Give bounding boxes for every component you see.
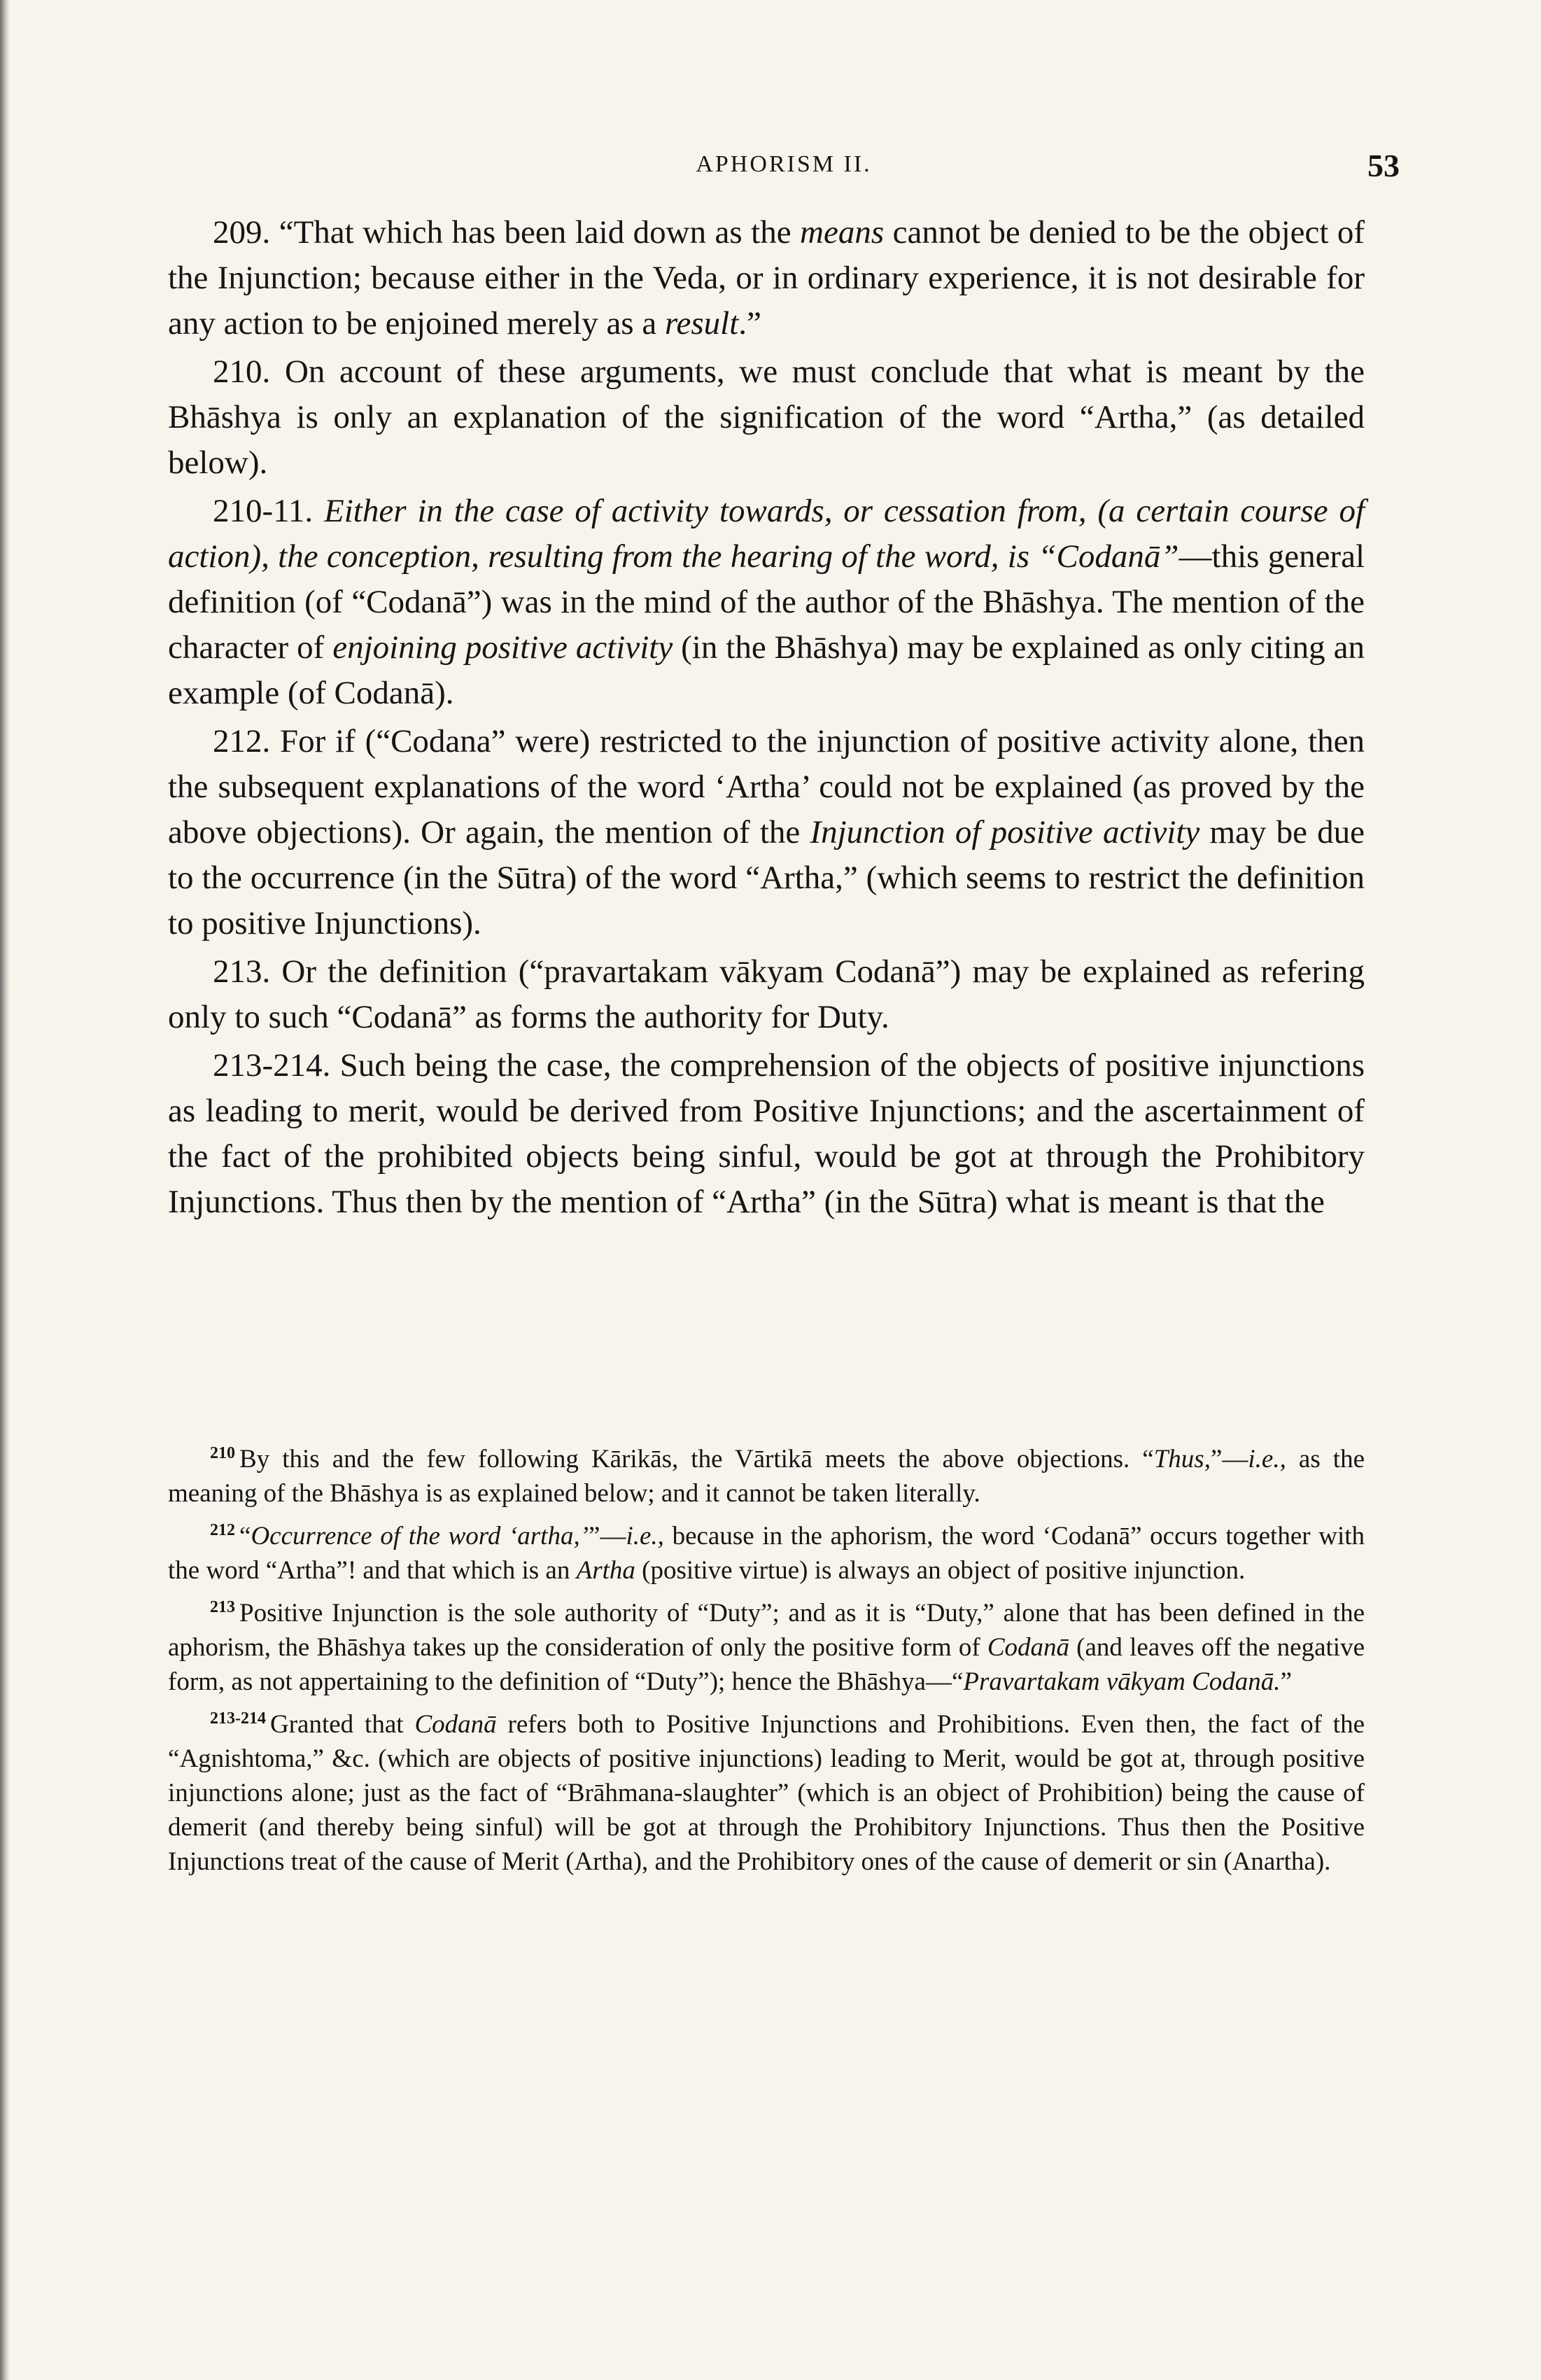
running-head: APHORISM II. [696,151,872,177]
footnote-text-italic: Pravartakam vākyam Codanā. [963,1667,1281,1696]
para-number: 213-214. [213,1047,331,1084]
footnote-210 [168,1442,1365,1511]
para-text: may be due to the occurrence (in the Sūtra) of the word “Artha,” (which seems to restrict the definition to positive Injunctions). [168,814,1365,941]
footnote-text: “ [239,1522,251,1550]
para-text: “That which has been laid down as the [279,214,801,251]
paragraph-210-11 [168,489,1365,716]
footnote-text: Granted that [270,1710,415,1739]
para-text-italic: Either in the case of activity towards, or cessation from, (a certain course of action), the conception, resulting from the hearing of the word, is “Codanā” [168,493,1365,575]
main-text [168,210,1365,1225]
paragraph-210 [168,349,1365,486]
footnote-text: (positive virtue) is always an object of positive injunction. [635,1556,1246,1585]
paragraph-213 [168,949,1365,1040]
footnote-212 [168,1519,1365,1588]
para-number: 212. [213,723,271,760]
footnote-213 [168,1596,1365,1699]
para-number: 210-11. [213,493,314,529]
footnote-text-italic: Occurrence of the word ‘artha,’ [251,1522,589,1550]
footnote-text-italic: Artha [576,1556,635,1585]
footnote-text-italic: i.e., [626,1522,664,1550]
footnote-text-italic: i.e., [1248,1445,1286,1474]
footnote-text: ” [1280,1667,1292,1696]
para-number: 213. [213,953,271,990]
para-text: For if (“Codana” were) restricted to the injunction of positive activity alone, then the subsequent explanations of the word ‘Artha’ could not be explained (as proved by the above objections). Or again, the mention of the [168,723,1365,850]
para-text: Or the definition (“pravartakam vākyam Codanā”) may be explained as refering only to such “Codanā” as forms the authority for Duty. [168,953,1365,1035]
footnote-text: By this and the few following Kārikās, the Vārtikā meets the above objections. “ [239,1445,1154,1474]
footnote-text: ”— [1210,1445,1248,1474]
para-number: 210. [213,354,271,390]
para-text-italic: means [800,214,885,251]
page-header [168,147,1400,189]
footnote-text: (and leaves off the negative form, as not appertaining to the definition of “Duty”); hence the Bhāshya—“ [168,1633,1365,1696]
para-text: —this general definition (of “Codanā”) was in the mind of the author of the Bhāshya. The mention of the character of [168,538,1365,666]
footnote-ref: 213-214 [210,1709,266,1728]
footnote-text: because in the aphorism, the word ‘Codanā” occurs together with the word “Artha”! and that which is an [168,1522,1365,1585]
footnote-text: as the meaning of the Bhāshya is as explained below; and it cannot be taken literally. [168,1445,1365,1508]
footnote-text-italic: Codanā [987,1633,1070,1662]
para-number: 209. [213,214,271,251]
footnotes [168,1442,1365,1887]
para-text: On account of these arguments, we must conclude that what is meant by the Bhāshya is only an explanation of the signification of the word “Artha,” (as detailed below). [168,354,1365,481]
paragraph-209 [168,210,1365,346]
page-number: 53 [1367,148,1400,183]
paragraph-213-214 [168,1043,1365,1225]
para-text: cannot be denied to be the object of the Injunction; because either in the Veda, or in ordinary experience, it is not desirable for any action to be enjoined merely as a [168,214,1365,342]
footnote-text-italic: Thus, [1153,1445,1211,1474]
para-text: Such being the case, the comprehension of the objects of positive injunctions as leading to merit, would be derived from Positive Injunctions; and the ascertainment of the fact of the prohibited objects being sinful, would be got at through the Prohibitory Injunctions. Thus then by the mention of “Artha” (in the Sūtra) what is meant is that the [168,1047,1365,1220]
footnote-213-214 [168,1707,1365,1879]
footnote-text: refers both to Positive Injunctions and Prohibitions. Even then, the fact of the “Agnishtoma,” &c. (which are objects of positive injunctions) leading to Merit, would be got at, through positive injunctions alone; just as the fact of “Brāhmana-slaughter” (which is an object of Prohibition) being the cause of demerit (and thereby being sinful) will be got at through the Prohibitory Injunctions. Thus then the Positive Injunctions treat of the cause of Merit (Artha), and the Prohibitory ones of the cause of demerit or sin (Anartha). [168,1710,1365,1876]
footnote-text: Positive Injunction is the sole authority of “Duty”; and as it is “Duty,” alone that has been defined in the aphorism, the Bhāshya takes up the consideration of only the positive form of [168,1599,1365,1662]
page-edge-shadow [0,0,10,2380]
footnote-text-italic: Codanā [414,1710,497,1739]
footnote-ref: 213 [210,1597,235,1616]
para-text: (in the Bhāshya) may be explained as only citing an example (of Codanā). [168,629,1365,711]
para-text-italic: Injunction of positive activity [810,814,1200,850]
footnote-ref: 212 [210,1520,235,1539]
footnote-text: ”— [589,1522,626,1550]
para-text-italic: enjoining positive activity [332,629,673,666]
para-text: .” [738,305,761,342]
paragraph-212 [168,719,1365,946]
footnote-ref: 210 [210,1443,235,1462]
para-text-italic: result [664,305,739,342]
